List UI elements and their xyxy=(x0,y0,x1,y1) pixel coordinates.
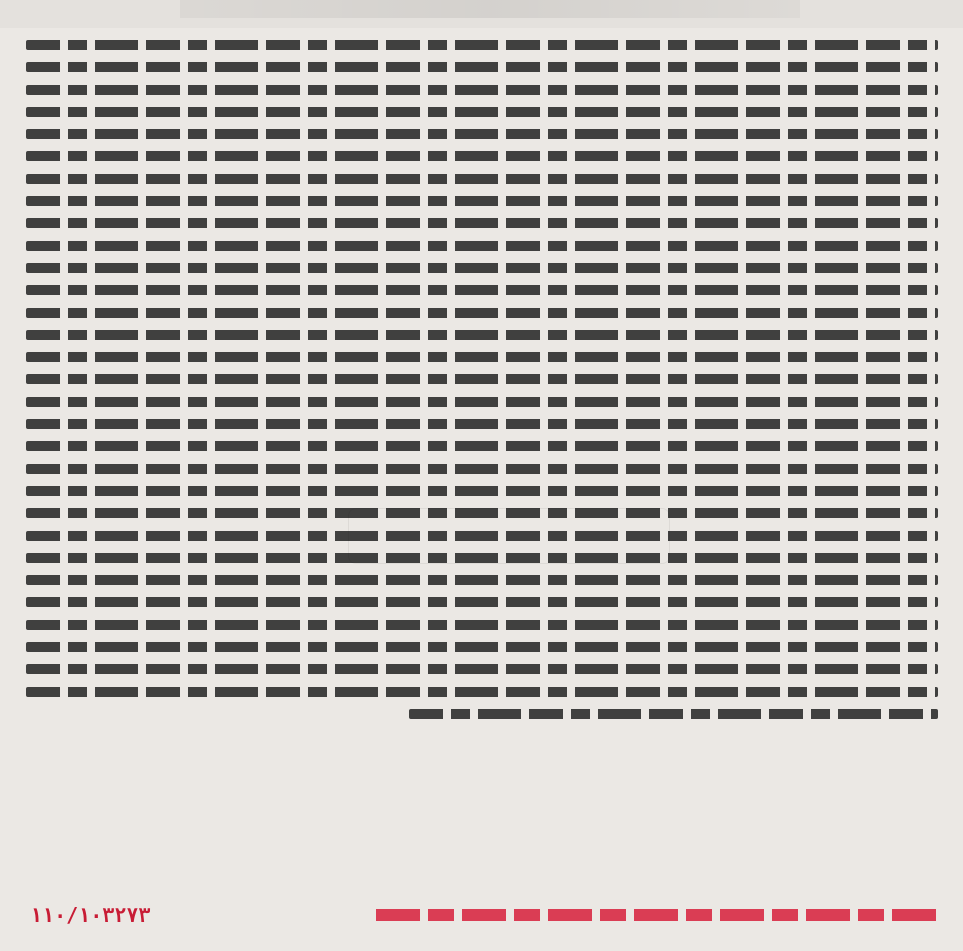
notice-line xyxy=(26,352,938,362)
case-reference-number: ۱۱۰/۱۰۳۲۷۳ xyxy=(30,903,151,927)
notice-body-redacted xyxy=(26,40,938,731)
notice-line xyxy=(26,620,938,630)
notice-line xyxy=(26,397,938,407)
notice-line xyxy=(26,196,938,206)
notice-line xyxy=(409,709,938,719)
notice-line xyxy=(26,597,938,607)
notice-line xyxy=(26,575,938,585)
notice-line xyxy=(26,174,938,184)
notice-line xyxy=(26,664,938,674)
notice-line xyxy=(26,85,938,95)
notice-line xyxy=(26,464,938,474)
notice-line xyxy=(26,419,938,429)
notice-line xyxy=(26,285,938,295)
scan-smudge xyxy=(180,0,800,18)
notice-line xyxy=(26,218,938,228)
notice-line xyxy=(26,107,938,117)
notice-line xyxy=(26,374,938,384)
notice-line xyxy=(26,642,938,652)
watermark xyxy=(348,508,670,564)
notice-line xyxy=(26,308,938,318)
notice-line xyxy=(26,151,938,161)
notice-line xyxy=(26,263,938,273)
notice-footer xyxy=(18,898,946,932)
notice-line xyxy=(26,441,938,451)
notice-line xyxy=(26,330,938,340)
notice-line xyxy=(26,62,938,72)
footer-signature-redacted xyxy=(376,909,936,921)
notice-line xyxy=(26,40,938,50)
notice-line xyxy=(26,241,938,251)
notice-line xyxy=(26,486,938,496)
legal-auction-notice xyxy=(18,40,946,930)
notice-line xyxy=(26,129,938,139)
notice-line xyxy=(26,687,938,697)
